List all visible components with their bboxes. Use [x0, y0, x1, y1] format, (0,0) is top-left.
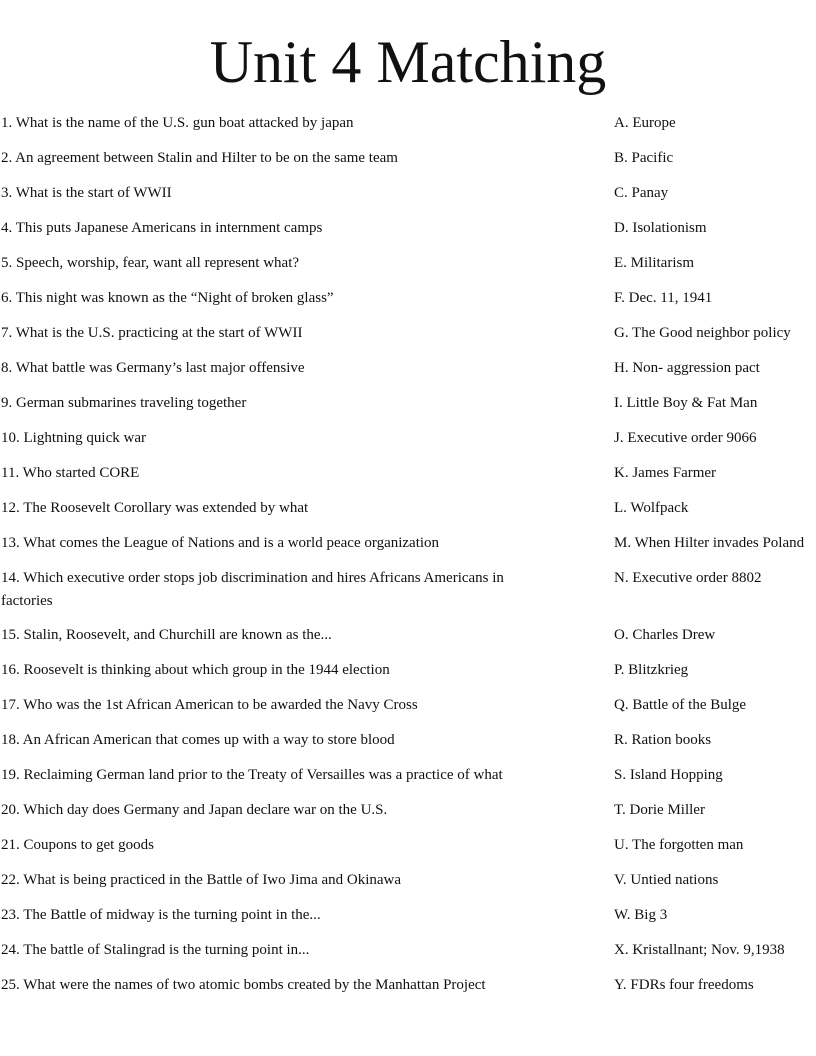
- answer-choice: E. Militarism: [614, 255, 694, 271]
- matching-row: [0, 834, 816, 869]
- matching-list: [0, 112, 816, 1009]
- question-text: 19. Reclaiming German land prior to the Treaty of Versailles was a practice of what: [1, 767, 503, 783]
- answer-choice: N. Executive order 8802: [614, 570, 762, 586]
- matching-row: [0, 869, 816, 904]
- matching-row: [0, 764, 816, 799]
- matching-row: [0, 624, 816, 659]
- matching-row: [0, 217, 816, 252]
- answer-choice: Q. Battle of the Bulge: [614, 697, 747, 713]
- matching-row: [0, 904, 816, 939]
- answer-choice: G. The Good neighbor policy: [614, 325, 791, 341]
- matching-row: [0, 729, 816, 764]
- question-text: 15. Stalin, Roosevelt, and Churchill are known as the...: [1, 627, 332, 643]
- answer-choice: L. Wolfpack: [614, 500, 689, 516]
- matching-row: [0, 462, 816, 497]
- answer-choice: J. Executive order 9066: [614, 430, 757, 446]
- question-text: 24. The battle of Stalingrad is the turning point in...: [1, 942, 310, 958]
- answer-choice: U. The forgotten man: [614, 837, 744, 853]
- question-text: 18. An African American that comes up with a way to store blood: [1, 732, 395, 748]
- matching-row: [0, 322, 816, 357]
- matching-row: [0, 357, 816, 392]
- answer-choice: D. Isolationism: [614, 220, 707, 236]
- question-text: 16. Roosevelt is thinking about which group in the 1944 election: [1, 662, 390, 678]
- matching-row: [0, 939, 816, 974]
- matching-row: [0, 974, 816, 1009]
- question-text: 12. The Roosevelt Corollary was extended by what: [1, 500, 309, 516]
- matching-row: [0, 427, 816, 462]
- matching-row: [0, 287, 816, 322]
- answer-choice: A. Europe: [614, 115, 676, 131]
- question-text: 22. What is being practiced in the Battle of Iwo Jima and Okinawa: [1, 872, 402, 888]
- answer-choice: C. Panay: [614, 185, 669, 201]
- question-text: 14. Which executive order stops job discrimination and hires Africans Americans in factories: [1, 570, 504, 609]
- matching-row: [0, 252, 816, 287]
- answer-choice: Y. FDRs four freedoms: [614, 977, 754, 993]
- answer-choice: X. Kristallnant; Nov. 9,1938: [614, 942, 785, 958]
- answer-choice: I. Little Boy & Fat Man: [614, 395, 758, 411]
- question-text: 21. Coupons to get goods: [1, 837, 154, 853]
- matching-row: [0, 532, 816, 567]
- question-text: 10. Lightning quick war: [1, 430, 146, 446]
- question-text: 25. What were the names of two atomic bombs created by the Manhattan Project: [1, 977, 486, 993]
- answer-choice: V. Untied nations: [614, 872, 719, 888]
- matching-row: [0, 112, 816, 147]
- answer-choice: T. Dorie Miller: [614, 802, 705, 818]
- matching-row: [0, 567, 816, 624]
- answer-choice: S. Island Hopping: [614, 767, 723, 783]
- page-title: Unit 4 Matching: [209, 29, 607, 95]
- question-text: 2. An agreement between Stalin and Hilter to be on the same team: [1, 150, 398, 166]
- question-text: 8. What battle was Germany’s last major offensive: [1, 360, 305, 376]
- question-text: 4. This puts Japanese Americans in internment camps: [1, 220, 323, 236]
- question-text: 9. German submarines traveling together: [1, 395, 247, 411]
- question-text: 17. Who was the 1st African American to be awarded the Navy Cross: [1, 697, 418, 713]
- question-text: 13. What comes the League of Nations and is a world peace organization: [1, 535, 440, 551]
- answer-choice: R. Ration books: [614, 732, 712, 748]
- answer-choice: O. Charles Drew: [614, 627, 716, 643]
- matching-row: [0, 392, 816, 427]
- matching-row: [0, 147, 816, 182]
- answer-choice: M. When Hilter invades Poland: [614, 535, 805, 551]
- question-text: 6. This night was known as the “Night of broken glass”: [1, 290, 334, 306]
- matching-row: [0, 694, 816, 729]
- answer-choice: H. Non- aggression pact: [614, 360, 760, 376]
- matching-row: [0, 497, 816, 532]
- question-text: 7. What is the U.S. practicing at the start of WWII: [1, 325, 303, 341]
- question-text: 3. What is the start of WWII: [1, 185, 172, 201]
- question-text: 23. The Battle of midway is the turning point in the...: [1, 907, 321, 923]
- question-text: 1. What is the name of the U.S. gun boat attacked by japan: [1, 115, 354, 131]
- matching-row: [0, 182, 816, 217]
- answer-choice: F. Dec. 11, 1941: [614, 290, 713, 306]
- question-text: 20. Which day does Germany and Japan declare war on the U.S.: [1, 802, 388, 818]
- answer-choice: B. Pacific: [614, 150, 674, 166]
- matching-row: [0, 799, 816, 834]
- matching-row: [0, 659, 816, 694]
- answer-choice: W. Big 3: [614, 907, 668, 923]
- question-text: 5. Speech, worship, fear, want all represent what?: [1, 255, 300, 271]
- answer-choice: K. James Farmer: [614, 465, 717, 481]
- answer-choice: P. Blitzkrieg: [614, 662, 689, 678]
- question-text: 11. Who started CORE: [1, 465, 140, 481]
